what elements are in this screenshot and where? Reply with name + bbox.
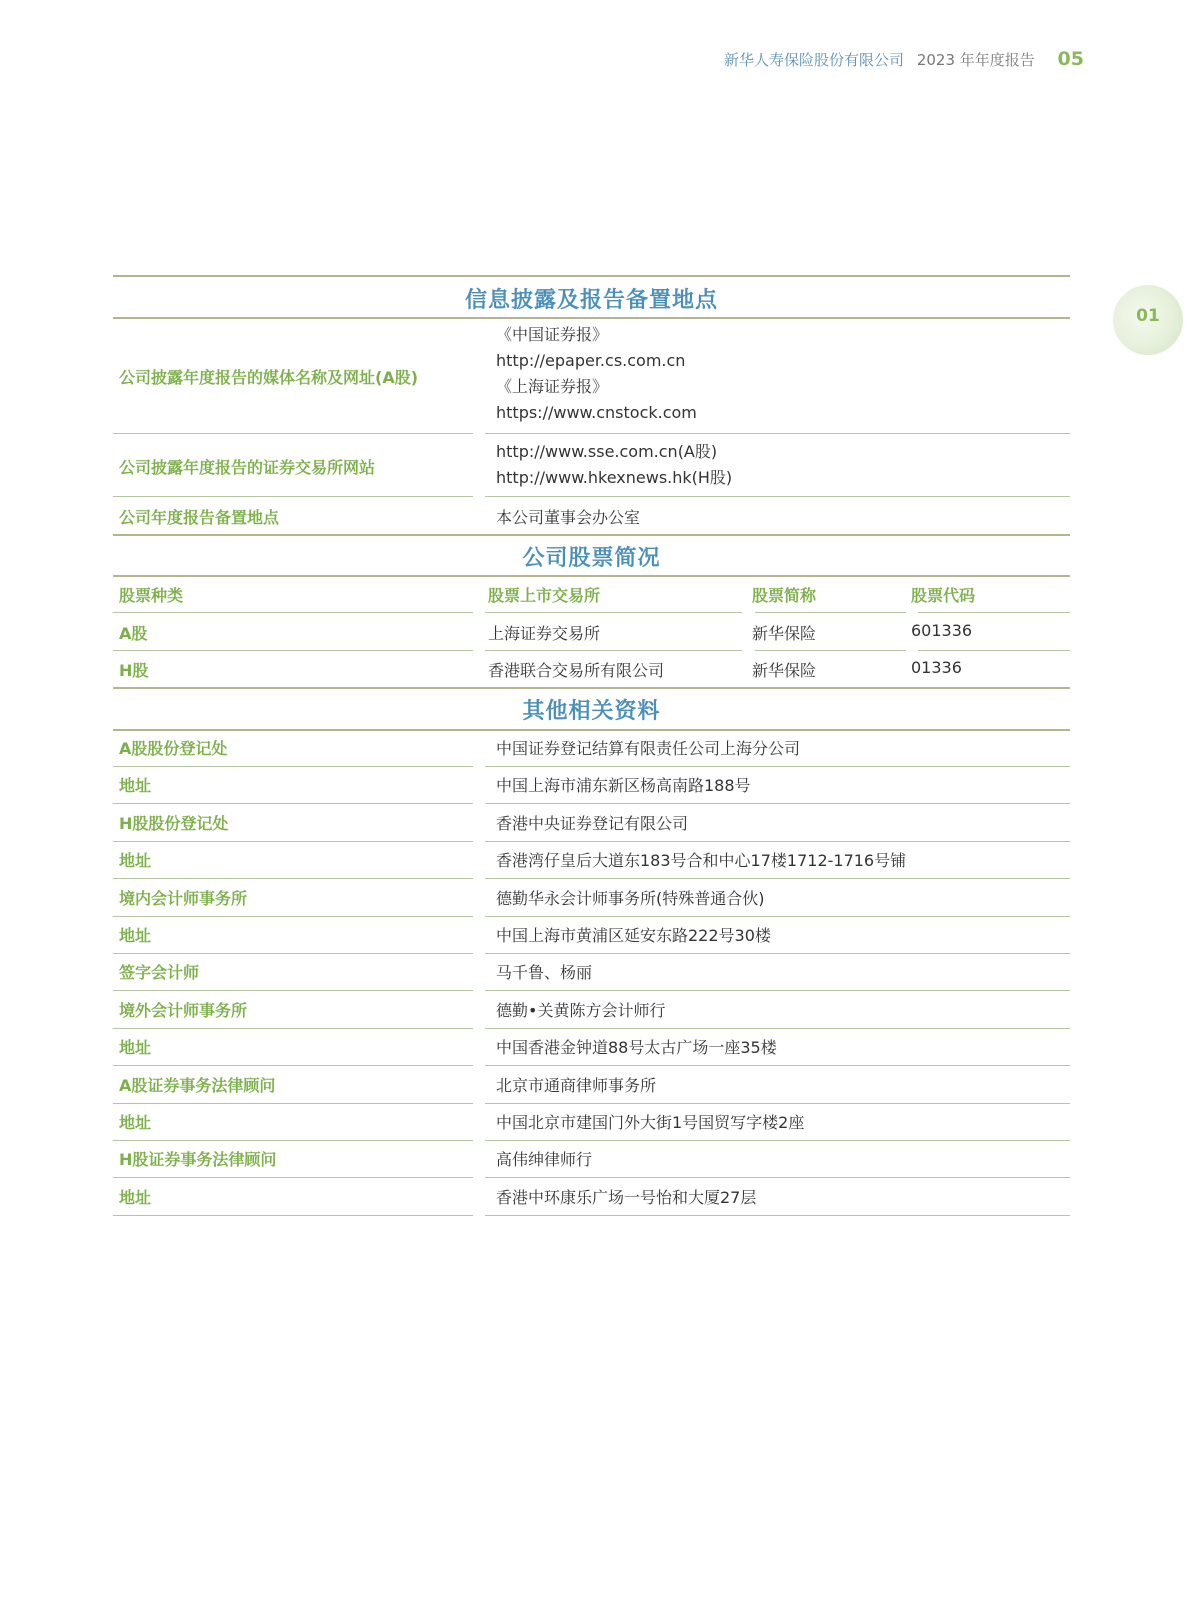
- row-underline: [485, 803, 1070, 804]
- row-label: 地址: [119, 1113, 152, 1132]
- running-header: [724, 48, 1084, 70]
- row-underline: [113, 1028, 473, 1029]
- row-value: 德勤华永会计师事务所(特殊普通合伙): [496, 888, 765, 908]
- company-name: 新华人寿保险股份有限公司: [724, 51, 905, 69]
- row-label: 境内会计师事务所: [119, 888, 248, 908]
- row-underline: [113, 1065, 473, 1066]
- row-underline: [485, 916, 1070, 917]
- row-underline: [113, 650, 473, 651]
- page-number: 05: [1057, 48, 1084, 70]
- row-underline: [113, 433, 473, 434]
- row-underline: [113, 1103, 473, 1104]
- section-title-disclosure: 信息披露及报告备置地点: [464, 288, 718, 313]
- stock-short-name: 新华保险: [752, 624, 817, 643]
- row-underline: [485, 650, 742, 651]
- media-name: 《中国证券报》: [496, 325, 609, 344]
- chapter-tab: [1113, 285, 1183, 355]
- row-label: 地址: [119, 926, 152, 945]
- row-underline: [113, 878, 473, 879]
- row-label: 公司披露年度报告的媒体名称及网址(A股): [119, 368, 419, 387]
- row-label: 地址: [119, 851, 152, 871]
- row-underline: [113, 1215, 473, 1216]
- row-value: 北京市通商律师事务所: [496, 1075, 657, 1095]
- row-value: 中国证券登记结算有限责任公司上海分公司: [496, 739, 801, 758]
- row-label: A股股份登记处: [119, 739, 228, 758]
- row-underline: [485, 953, 1070, 954]
- row-label: 地址: [119, 1187, 152, 1207]
- row-underline: [485, 1177, 1070, 1178]
- media-url: https://www.cnstock.com: [496, 403, 697, 422]
- row-underline: [113, 1140, 473, 1141]
- row-underline: [485, 766, 1070, 767]
- row-value: 中国北京市建国门外大街1号国贸写字楼2座: [496, 1113, 805, 1132]
- stock-type: A股: [119, 624, 148, 643]
- row-label: 公司披露年度报告的证券交易所网站: [119, 458, 376, 477]
- stock-exchange: 香港联合交易所有限公司: [488, 661, 665, 680]
- row-label: H股股份登记处: [119, 813, 229, 833]
- exchange-url: http://www.hkexnews.hk(H股): [496, 468, 733, 487]
- row-underline: [113, 953, 473, 954]
- row-underline: [485, 1028, 1070, 1029]
- row-label: H股证券事务法律顾问: [119, 1150, 277, 1170]
- row-underline: [918, 650, 1070, 651]
- media-name: 《上海证券报》: [496, 377, 609, 396]
- row-underline: [485, 990, 1070, 991]
- rule: [113, 275, 1070, 277]
- row-value: 中国香港金钟道88号太古广场一座35楼: [496, 1038, 777, 1058]
- stock-code: 601336: [911, 621, 973, 640]
- row-underline: [485, 878, 1070, 879]
- row-value: 马千鲁、杨丽: [496, 963, 593, 983]
- report-title: 2023 年年度报告: [916, 51, 1035, 69]
- row-underline: [485, 1065, 1070, 1066]
- row-value: 本公司董事会办公室: [496, 508, 641, 527]
- rule: [113, 575, 1070, 577]
- row-value: 香港湾仔皇后大道东183号合和中心17楼1712-1716号铺: [496, 851, 907, 871]
- rule: [113, 317, 1070, 319]
- rule: [113, 729, 1070, 731]
- stock-short-name: 新华保险: [752, 661, 817, 680]
- row-underline: [113, 766, 473, 767]
- row-label: 境外会计师事务所: [119, 1000, 248, 1020]
- row-underline: [113, 841, 473, 842]
- section-title-other: 其他相关资料: [522, 699, 661, 724]
- row-underline: [755, 650, 906, 651]
- row-value: 高伟绅律师行: [496, 1150, 593, 1170]
- row-label: 地址: [119, 776, 152, 796]
- row-label: 地址: [119, 1038, 152, 1058]
- row-underline: [485, 496, 1070, 497]
- column-header: 股票代码: [911, 586, 976, 605]
- stock-code: 01336: [911, 658, 962, 677]
- row-underline: [485, 1140, 1070, 1141]
- exchange-url: http://www.sse.com.cn(A股): [496, 442, 718, 461]
- stock-exchange: 上海证券交易所: [488, 624, 601, 643]
- rule: [113, 687, 1070, 689]
- row-underline: [918, 612, 1070, 613]
- section-title-stock: 公司股票简况: [522, 546, 661, 571]
- exchange-sites: [496, 439, 732, 491]
- row-underline: [113, 916, 473, 917]
- row-label: 公司年度报告备置地点: [119, 508, 280, 527]
- media-url: http://epaper.cs.com.cn: [496, 351, 686, 370]
- row-underline: [485, 841, 1070, 842]
- row-label: A股证券事务法律顾问: [119, 1075, 276, 1095]
- row-underline: [113, 1177, 473, 1178]
- row-value: 德勤•关黄陈方会计师行: [496, 1000, 666, 1020]
- row-underline: [485, 433, 1070, 434]
- column-header: 股票种类: [119, 586, 184, 605]
- chapter-tab-label: 01: [1136, 306, 1160, 326]
- rule: [113, 534, 1070, 536]
- row-underline: [485, 1215, 1070, 1216]
- media-list: [496, 322, 697, 426]
- row-underline: [485, 1103, 1070, 1104]
- row-underline: [485, 612, 742, 613]
- row-underline: [755, 612, 906, 613]
- row-underline: [113, 990, 473, 991]
- row-label: 签字会计师: [119, 963, 200, 983]
- row-underline: [113, 612, 473, 613]
- row-value: 中国上海市浦东新区杨高南路188号: [496, 776, 751, 796]
- column-header: 股票简称: [752, 586, 817, 605]
- row-underline: [113, 803, 473, 804]
- stock-type: H股: [119, 661, 149, 680]
- column-header: 股票上市交易所: [488, 586, 601, 605]
- row-value: 香港中环康乐广场一号怡和大厦27层: [496, 1187, 757, 1207]
- row-value: 中国上海市黄浦区延安东路222号30楼: [496, 926, 771, 945]
- row-underline: [113, 496, 473, 497]
- row-value: 香港中央证券登记有限公司: [496, 813, 689, 833]
